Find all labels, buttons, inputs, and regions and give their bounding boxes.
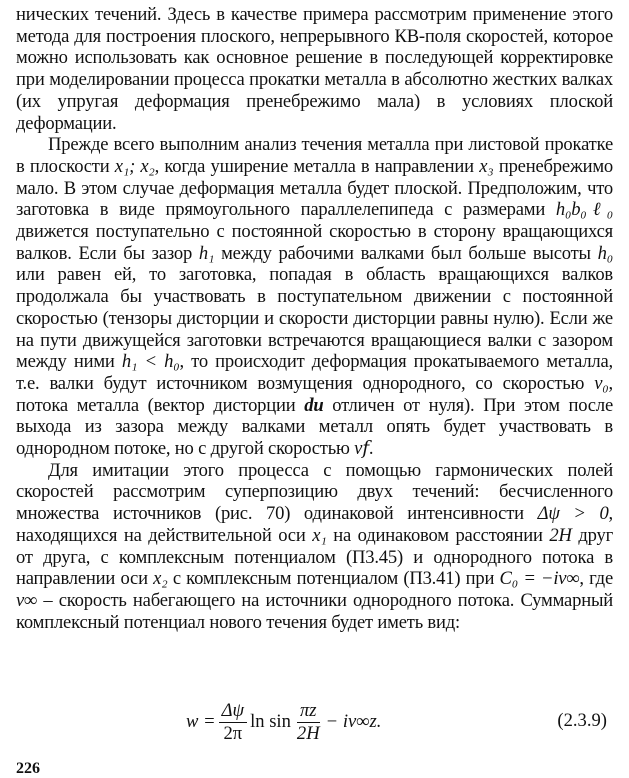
math-vf: v𝑓: [354, 438, 369, 460]
p2-text-j: .: [368, 438, 374, 460]
p3-text-g: – скорость набегающего на источники однородного потока. Суммарный комплексный потенциал нового течения будет иметь вид:: [16, 589, 613, 633]
paragraph-2: [16, 134, 613, 460]
math-x2: x₂: [153, 568, 168, 590]
fraction-1-numerator: Δψ: [219, 700, 247, 723]
math-h0: h₀: [597, 242, 613, 264]
math-h1: h₁: [198, 242, 215, 264]
fraction-dpsi-over-2pi: [219, 700, 247, 745]
math-c0: C₀ = −iv∞: [499, 568, 580, 590]
p2-text-f: или равен ей, то заготовка, попадая в область вращающихся валков продолжала бы участвовать в поступательном движении с постоянной скоростью (тензоры дисторции и скорости дисторции равны нулю). Если же на пути движущейся заготовки встречаются вращающиеся валки с зазором между ними: [16, 264, 613, 373]
fraction-2-denominator: 2H: [296, 722, 320, 744]
math-x1: x₁: [312, 524, 327, 546]
p2-text-c: пренебрежимо мало. В этом случае деформация металла будет плоской. Предположим, что заготовка в виде прямоугольного параллелепипеда с размерами: [16, 155, 613, 221]
p2-text-i: отличен от нуля). При этом после выхода из зазора между валками металл опять будет участвовать в однородном потоке, но с другой скоростью: [16, 394, 613, 460]
math-dims: h₀b₀ℓ₀: [555, 199, 613, 221]
p2-text-e: между рабочими валками был больше высоты: [214, 242, 598, 264]
p3-text-b: , находящихся на действительной оси: [16, 503, 613, 546]
p2-text-b: , когда уширение металла в направлении: [154, 155, 480, 177]
p3-text-f: , где: [579, 568, 613, 590]
p3-text-e: с комплексным потенциалом (П3.41) при: [167, 568, 500, 590]
fraction-piz-over-2h: [294, 700, 323, 745]
math-du: du: [304, 394, 324, 416]
p2-text-d: движется поступательно с постоянной скоростью в сторону вращающихся валков. Если бы зазор: [16, 221, 613, 264]
equation-tail: − iv∞z.: [325, 711, 382, 732]
p3-text-c: на одинаковом расстоянии: [326, 524, 550, 546]
math-x1x2: x₁; x₂: [114, 155, 155, 177]
fraction-1-denominator: 2π: [223, 722, 243, 744]
math-vinf: v∞: [16, 589, 38, 611]
equation-2-3-9: [186, 696, 381, 748]
page-number: 226: [16, 760, 40, 777]
equation-number: (2.3.9): [557, 710, 607, 731]
equation-lhs: w =: [186, 711, 216, 732]
paragraph-1: [16, 4, 613, 134]
math-h1-lt-h0: h₁ < h₀: [121, 351, 180, 373]
fraction-2-numerator: πz: [297, 700, 320, 723]
page-body: [16, 4, 613, 633]
p3-text-d: друг от друга, с комплексным потенциалом (П3.45) и однородного потока в направлении оси: [16, 524, 613, 590]
equation-row: [16, 696, 613, 748]
paragraph-1-text: нических течений. Здесь в качестве примера рассмотрим применение этого метода для построения плоского, непрерывного КВ-поля скоростей, которое можно использовать как основное решение в последующей корректировке при моделировании процесса прокатки металла в абсолютно жестких валках (их упругая деформация пренебрежимо мала) в условиях плоской деформации.: [16, 4, 613, 134]
math-dpsi: Δψ > 0: [537, 503, 609, 525]
math-v0: v₀: [594, 372, 609, 394]
p3-text-a: Для имитации этого процесса с помощью гармонических полей скоростей рассмотрим суперпозицию двух течений: бесчисленного множества источников (рис. 70) одинаковой интенсивности: [16, 459, 613, 525]
p2-text-h: , потока металла (вектор дисторции: [16, 372, 613, 416]
p2-text-g: , то происходит деформация прокатываемого металла, т.е. валки будут источником возмущения однородного, со скоростью: [16, 351, 613, 394]
p2-text-a: Прежде всего выполним анализ течения металла при листовой прокатке в плоскости: [16, 134, 613, 177]
math-2h: 2H: [549, 524, 572, 546]
math-x3: x₃: [479, 155, 494, 177]
paragraph-3: [16, 460, 613, 634]
ln-sin: ln sin: [250, 711, 291, 732]
